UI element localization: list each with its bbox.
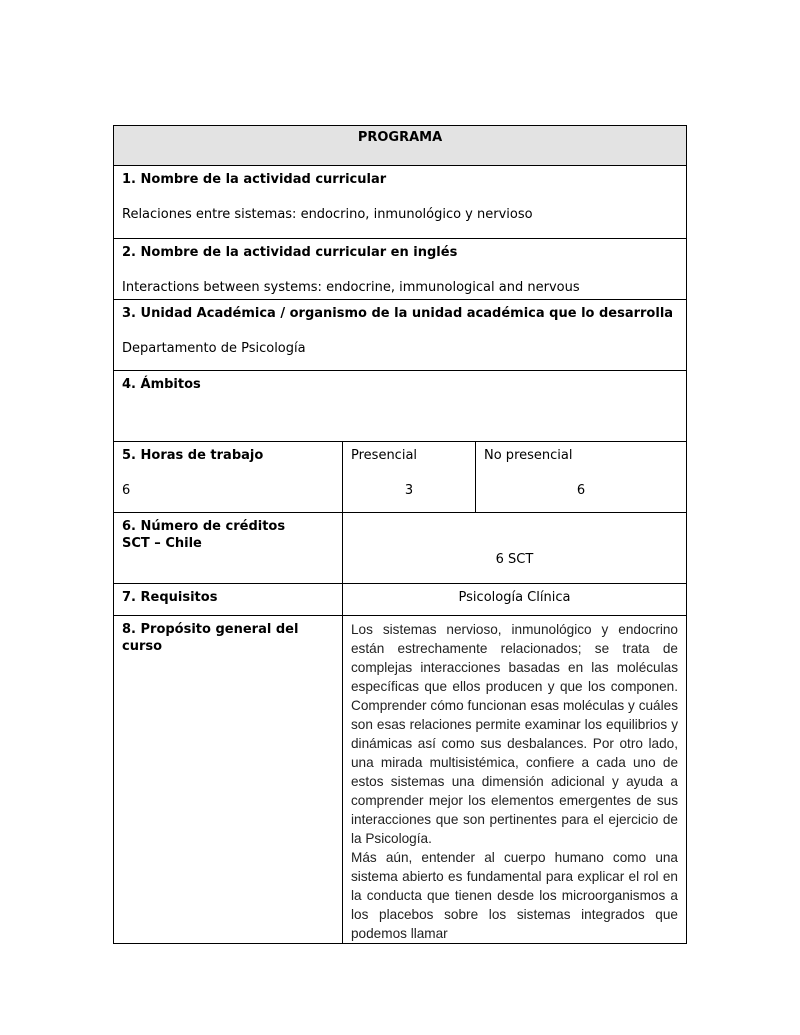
section-3-value: Departamento de Psicología	[122, 341, 306, 356]
section-7-row	[114, 584, 687, 616]
section-2-label: 2. Nombre de la actividad curricular en inglés	[122, 245, 458, 260]
section-5-total: 6	[122, 483, 131, 498]
section-4-label: 4. Ámbitos	[122, 377, 201, 392]
presencial-label: Presencial	[351, 448, 418, 463]
no-presencial-value: 6	[576, 483, 586, 498]
no-presencial-label: No presencial	[484, 448, 573, 463]
section-8-row	[114, 616, 687, 944]
section-6-row	[114, 513, 687, 584]
section-3-label: 3. Unidad Académica / organismo de la unidad académica que lo desarrolla	[122, 306, 674, 321]
section-1-row	[114, 166, 687, 239]
presencial-value: 3	[404, 483, 414, 498]
purpose-paragraph-1: Los sistemas nervioso, inmunológico y endocrino están estrechamente relacionados; se trata de complejas interacciones basadas en las moléculas específicas que ellos producen y que los componen. Comprender cómo funcionan esas moléculas y cuáles son esas relaciones permite examinar los equilibrios y dinámicas así como sus desbalances. Por otro lado, una mirada multisistémica, confiere a cada uno de estos sistemas una dimensión adicional y ayuda a comprender mejor los elementos emergentes de sus interacciones que son pertinentes para el ejercicio de la Psicología.	[351, 622, 678, 846]
section-5-row	[114, 442, 687, 513]
section-7-value: Psicología Clínica	[458, 590, 571, 605]
section-8-label: 8. Propósito general del curso	[122, 622, 299, 654]
section-1-value: Relaciones entre sistemas: endocrino, inmunológico y nervioso	[122, 207, 533, 222]
program-table	[113, 125, 687, 944]
section-6-label: 6. Número de créditos SCT – Chile	[122, 519, 286, 551]
section-4-row	[114, 371, 687, 442]
section-3-row	[114, 300, 687, 371]
section-2-value: Interactions between systems: endocrine, immunological and nervous	[122, 280, 580, 295]
section-6-value: 6 SCT	[495, 552, 534, 567]
section-5-label: 5. Horas de trabajo	[122, 448, 264, 463]
section-2-row	[114, 239, 687, 300]
program-title: PROGRAMA	[114, 126, 687, 166]
section-1-label: 1. Nombre de la actividad curricular	[122, 172, 387, 187]
section-7-label: 7. Requisitos	[122, 590, 218, 605]
purpose-paragraph-2: Más aún, entender al cuerpo humano como una sistema abierto es fundamental para explicar el rol en la conducta que tienen desde los microorganismos a los placebos sobre los sistemas integrados que podemos llamar	[351, 850, 678, 941]
header-row	[114, 126, 687, 166]
